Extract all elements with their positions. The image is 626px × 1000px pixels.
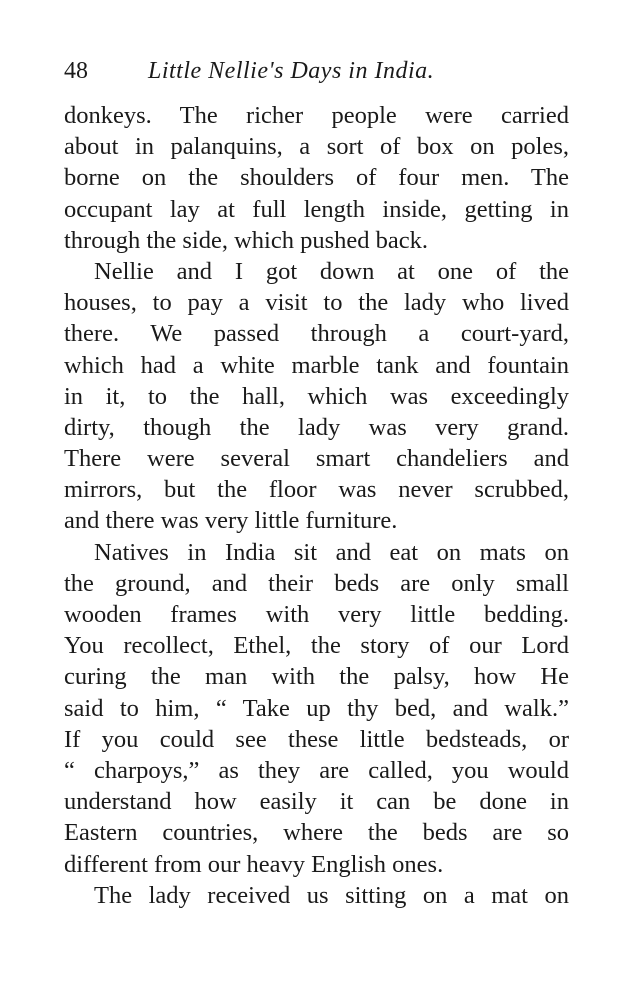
page-header bbox=[64, 58, 569, 94]
text-line: the ground, and their beds are only small bbox=[64, 569, 569, 597]
paragraph bbox=[64, 537, 569, 880]
text-line: There were several smart chandeliers and bbox=[64, 445, 569, 473]
paragraph bbox=[64, 256, 569, 537]
text-line: Nellie and I got down at one of the bbox=[94, 257, 569, 285]
text-line: The lady received us sitting on a mat on bbox=[94, 881, 569, 909]
paragraph bbox=[64, 880, 569, 911]
text-line: houses, to pay a visit to the lady who lived bbox=[64, 289, 569, 317]
text-line: If you could see these little bedsteads, or bbox=[64, 725, 569, 753]
text-line: mirrors, but the floor was never scrubbed, bbox=[64, 476, 569, 504]
text-line: about in palanquins, a sort of box on poles, bbox=[64, 133, 569, 161]
text-line: You recollect, Ethel, the story of our Lord bbox=[64, 632, 569, 660]
text-line: in it, to the hall, which was exceedingly bbox=[64, 382, 569, 410]
text-line: there. We passed through a court-yard, bbox=[64, 320, 569, 348]
page-number: 48 bbox=[64, 58, 88, 84]
text-line: borne on the shoulders of four men. The bbox=[64, 164, 569, 192]
text-line: understand how easily it can be done in bbox=[64, 788, 569, 816]
text-line: through the side, which pushed back. bbox=[64, 226, 429, 254]
text-line: occupant lay at full length inside, getting in bbox=[64, 195, 569, 223]
text-line: said to him, “ Take up thy bed, and walk.” bbox=[64, 694, 569, 722]
paragraph bbox=[64, 100, 569, 256]
running-title: Little Nellie's Days in India. bbox=[148, 58, 435, 84]
text-line: which had a white marble tank and fountain bbox=[64, 351, 569, 379]
text-line: Natives in India sit and eat on mats on bbox=[94, 538, 569, 566]
text-line: and there was very little furniture. bbox=[64, 507, 398, 535]
text-line: wooden frames with very little bedding. bbox=[64, 601, 569, 628]
text-line: Eastern countries, where the beds are so bbox=[64, 819, 569, 847]
text-line: dirty, though the lady was very grand. bbox=[64, 413, 569, 441]
text-line: donkeys. The richer people were carried bbox=[64, 102, 569, 129]
text-line: “ charpoys,” as they are called, you would bbox=[64, 756, 569, 784]
text-line: curing the man with the palsy, how He bbox=[64, 663, 569, 691]
body-text bbox=[64, 100, 569, 911]
text-line: different from our heavy English ones. bbox=[64, 850, 444, 878]
